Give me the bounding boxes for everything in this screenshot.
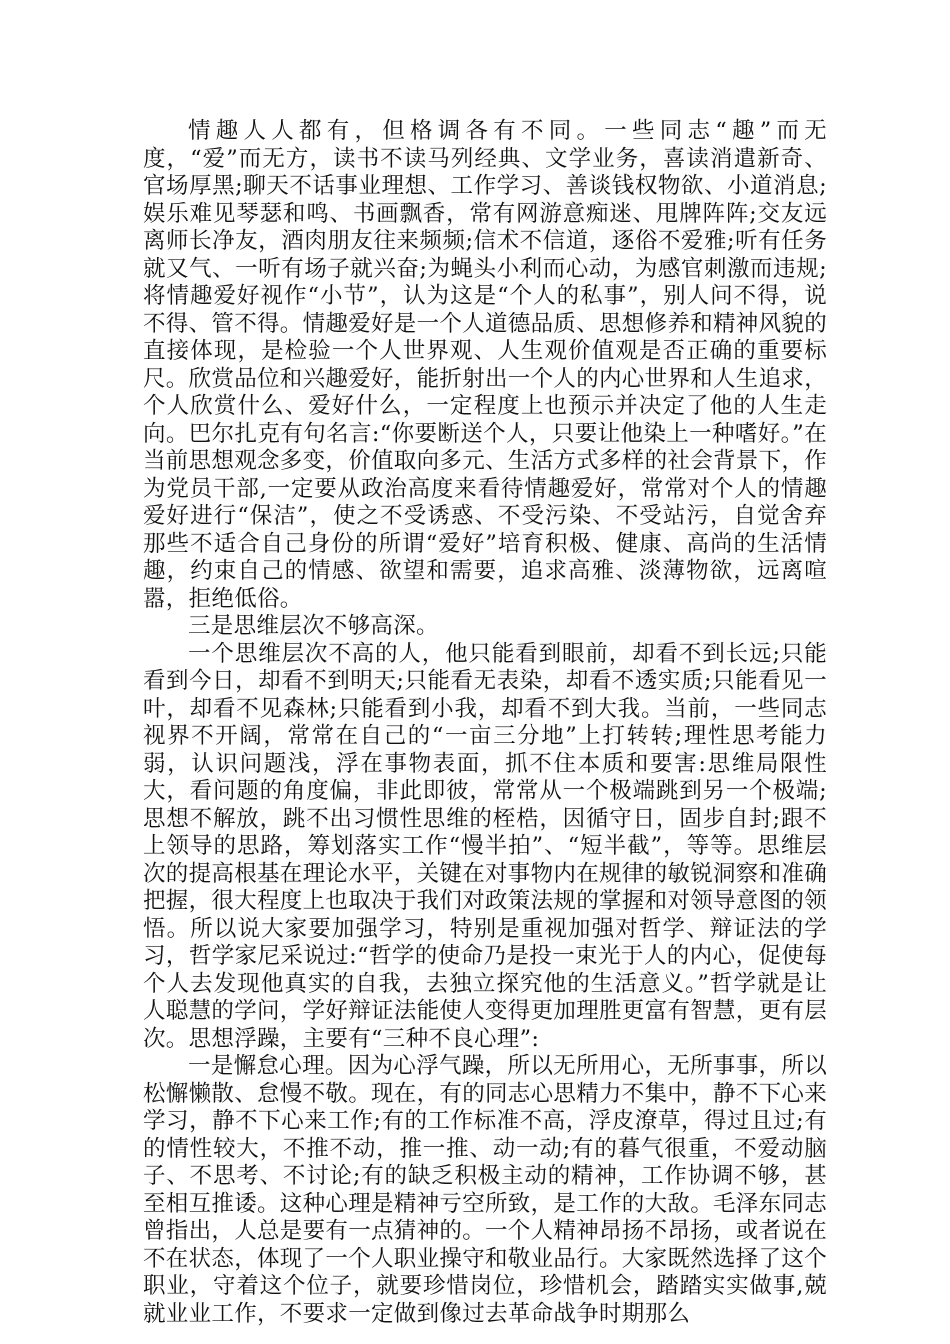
paragraph-slack-mentality: 一是懈怠心理。因为心浮气躁，所以无所用心，无所事事，所以松懈懒散、怠慢不敬。现在，有的同志心思精力不集中，静不下心来学习，静不下心来工作;有的工作标准不高，浮皮潦草，得过且过;有的情性较大，不推不动，推一推、动一动;有的暮气很重，不爱动脑子、不思考、不讨论;有的缺乏积极主动的精神，工作协调不够，甚至相互推诿。这种心理是精神亏空所致，是工作的大敌。毛泽东同志曾指出，人总是要有一点猜神的。一个人精神昂扬不昂扬，或者说在不在状态，体现了一个人职业操守和敬业品行。大家既然选择了这个职业，守着这个位子，就要珍惜岗位，珍惜机会，踏踏实实做事,兢就业业工作，不要求一定做到像过去革命战争时期那么 — [143, 1053, 828, 1327]
paragraph-thinking-level: 一个思维层次不高的人，他只能看到眼前，却看不到长远;只能看到今日，却看不到明天;只能看无表染，却看不透实质;只能看见一叶，却看不见森林;只能看到小我，却看不到大我。当前，一些同志视界不开阔，常常在自己的“一亩三分地”上打转转;理性思考能力弱，认识问题浅，浮在事物表面，抓不住本质和要害:思维局限性大，看问题的角度偏，非此即彼，常常从一个极端跳到另一个极端;思想不解放，跳不出习惯性思维的桎梏，因循守日，固步自封;跟不上领导的思路，筹划落实工作“慢半拍”、“短半截”，等等。思维层次的提高根基在理论水平，关键在对事物内在规律的敏锐洞察和准确把握，很大程度上也取决于我们对政策法规的掌握和对领导意图的领悟。所以说大家要加强学习，特别是重视加强对哲学、辩证法的学习，哲学家尼采说过:“哲学的使命乃是投一束光于人的内心，促使每个人去发现他真实的自我，去独立探究他的生活意义。”哲学就是让人聪慧的学问，学好辩证法能使人变得更加理胜更富有智慧，更有层次。思想浮躁，主要有“三种不良心理”: — [143, 640, 828, 1052]
document-page — [143, 118, 827, 1328]
section-heading-thinking-level: 三是思维层次不够高深。 — [188, 613, 439, 639]
paragraph-taste-and-hobbies: 情趣人人都有，但格调各有不同。一些同志“趣”而无度，“爱”而无方，读书不读马列经典、文学业务，喜读消遣新奇、官场厚黑;聊天不话事业理想、工作学习、善谈钱权物欲、小道消息;娱乐难见琴瑟和鸣、书画飘香，常有网游意痴迷、甩牌阵阵;交友远离师长净友，酒肉朋友往来频频;信术不信道，逐俗不爱雅;听有任务就又气、一听有场子就兴奋;为蝇头小利而心动，为感官刺激而违规;将情趣爱好视作“小节”，认为这是“个人的私事”，别人问不得，说不得、管不得。情趣爱好是一个人道德品质、思想修养和精神风貌的直接体现，是检验一个人世界观、人生观价值观是否正确的重要标尺。欣赏品位和兴趣爱好，能折射出一个人的内心世界和人生追求，个人欣赏什么、爱好什么，一定程度上也预示并决定了他的人生走向。巴尔扎克有句名言:“你要断送个人，只要让他染上一种嗜好。”在当前思想观念多变，价值取向多元、生活方式多样的社会背景下，作为党员干部,一定要从政治高度来看待情趣爱好，常常对个人的情趣爱好进行“保洁”，使之不受诱惑、不受污染、不受站污，自觉舍弃那些不适合自己身份的所谓“爱好”培育积极、健康、高尚的生活情趣，约束自己的情感、欲望和需要，追求高雅、淡薄物欲，远离喧嚣，拒绝低俗。 — [143, 118, 828, 612]
